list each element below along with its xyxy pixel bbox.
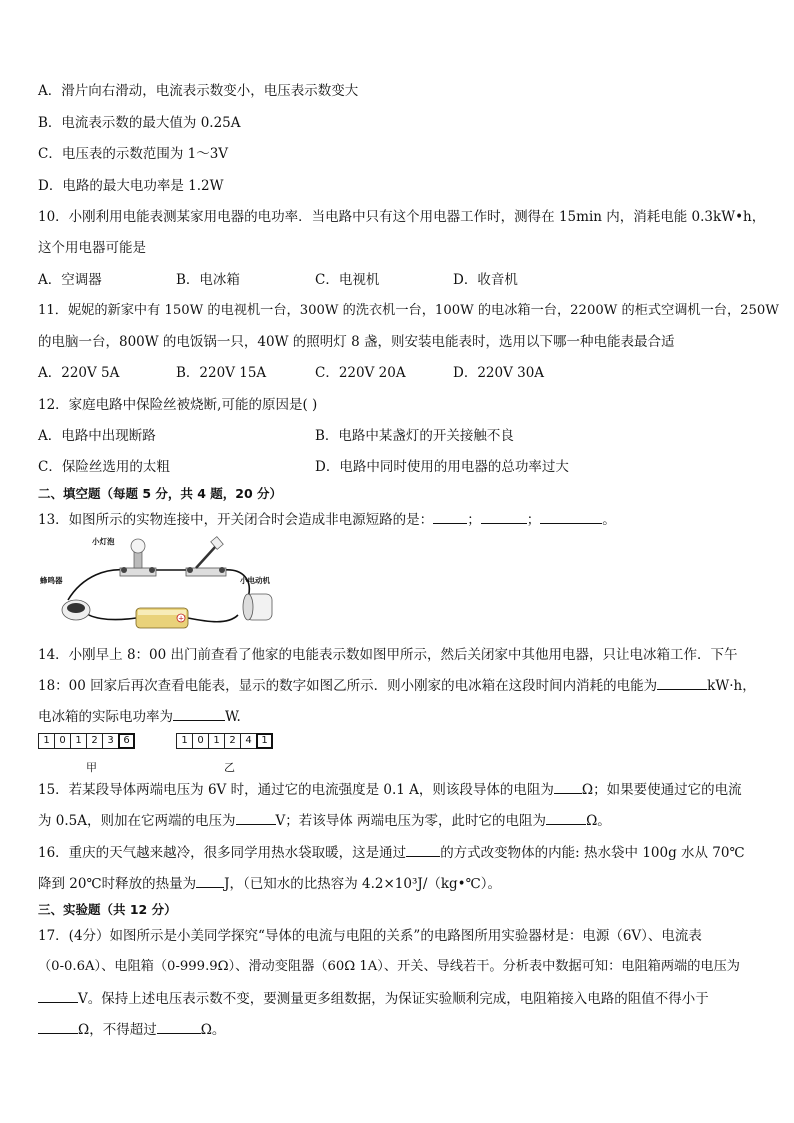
q10-option-d: D．收音机: [453, 272, 518, 288]
q17-stem-line2: （0-0.6A）、电阻箱（0-999.9Ω）、滑动变阻器（60Ω 1A）、开关、导线若干。分析表中数据可知：电阻箱两端的电压为: [38, 959, 740, 974]
buzzer-icon: [62, 600, 90, 620]
q9-option-a: A．滑片向右滑动，电流表示数变小，电压表示数变大: [38, 83, 359, 99]
q10-option-b: B．电冰箱: [176, 272, 240, 288]
q10-stem-line1: 10．小刚利用电能表测某家用电器的电功率．当电路中只有这个用电器工作时，测得在 15min 内，消耗电能 0.3kW•h，: [38, 209, 766, 225]
q16-text-2: 的方式改变物体的内能: 热水袋中 100g 水从 70℃: [440, 845, 745, 861]
wire: [83, 610, 136, 620]
q17-text-4: Ω，不得超过: [78, 1022, 157, 1038]
q15-text-2: Ω；如果要使通过它的电流: [581, 782, 742, 798]
meter-digit: 1: [70, 733, 86, 749]
q17-blank-max[interactable]: [157, 1021, 201, 1034]
q17-stem-line3: [38, 990, 709, 1008]
q17-stem-line4: [38, 1021, 225, 1039]
energy-meter-jia: [38, 733, 135, 749]
q16-stem-line2: [38, 875, 501, 893]
light-bulb-icon: [120, 539, 156, 576]
q13-label-motor: 小电动机: [240, 576, 270, 585]
energy-meter-yi: [176, 733, 273, 749]
q15-blank-resistance[interactable]: [554, 781, 582, 794]
q10-option-c: C．电视机: [315, 272, 380, 288]
wire: [188, 615, 238, 622]
q11-option-a: A．220V 5A: [38, 365, 120, 381]
section-heading-fill-blank: 二、填空题（每题 5 分，共 4 题，20 分）: [38, 486, 283, 501]
q13-blank-2[interactable]: [481, 511, 527, 524]
q13-stem-text: 13．如图所示的实物连接中，开关闭合时会造成非电源短路的是：: [38, 512, 434, 528]
wire: [68, 570, 126, 600]
q17-blank-min[interactable]: [38, 1021, 78, 1034]
q17-text-3: V。保持上述电压表示数不变，要测量更多组数据，为保证实验顺利完成，电阻箱接入电路的阻值不得小于: [78, 991, 709, 1007]
q12-option-a: A．电路中出现断路: [38, 428, 156, 444]
q11-option-b: B．220V 15A: [176, 365, 267, 381]
meter-label-jia: 甲: [86, 761, 97, 774]
q12-option-c: C．保险丝选用的太粗: [38, 459, 170, 475]
q13-sep-2: ；: [526, 512, 541, 528]
q16-text-3: 降到 20℃时释放的热量为: [38, 876, 197, 892]
q16-blank-heat[interactable]: [196, 875, 224, 888]
meter-digit: 0: [54, 733, 70, 749]
q9-option-d: D．电路的最大电功率是 1.2W: [38, 178, 224, 194]
q16-text-1: 16．重庆的天气越来越冷，很多同学用热水袋取暖，这是通过: [38, 845, 407, 861]
q13-blank-3[interactable]: [540, 511, 602, 524]
q15-blank-resistance-zero[interactable]: [546, 812, 586, 825]
q15-blank-voltage[interactable]: [236, 812, 276, 825]
q14-stem-line1: 14．小刚早上 8：00 出门前查看了他家的电能表示数如图甲所示，然后关闭家中其他用电器，只让电冰箱工作．下午: [38, 647, 738, 663]
meter-label-yi: 乙: [224, 761, 235, 774]
q15-stem-line2: [38, 812, 611, 830]
section-heading-experiment: 三、实验题（共 12 分）: [38, 902, 177, 917]
meter-digit: 4: [240, 733, 256, 749]
q10-stem-line2: 这个用电器可能是: [38, 240, 146, 256]
q14-stem-line2: [38, 677, 756, 695]
q14-stem-line3: [38, 708, 241, 726]
meter-digit: 2: [86, 733, 102, 749]
meter-digit: 3: [102, 733, 118, 749]
q16-stem-line1: [38, 844, 745, 862]
q12-option-d: D．电路中同时使用的用电器的总功率过大: [315, 459, 569, 475]
q11-stem-line2: 的电脑一台，800W 的电饭锅一只，40W 的照明灯 8 盏，则安装电能表时，选用以下哪一种电能表最合适: [38, 334, 675, 350]
q9-option-c: C．电压表的示数范围为 1～3V: [38, 146, 229, 162]
q15-text-3: 为 0.5A，则加在它两端的电压为: [38, 813, 236, 829]
meter-digit: 1: [176, 733, 192, 749]
q15-text-1: 15．若某段导体两端电压为 6V 时，通过它的电流强度是 0.1 A，则该段导体的电阻为: [38, 782, 554, 798]
q14-line2-text: 18：00 回家后再次查看电能表，显示的数字如图乙所示．则小刚家的电冰箱在这段时间内消耗的电能为: [38, 678, 658, 694]
q13-stem: [38, 511, 616, 529]
q13-label-buzzer: 蜂鸣器: [40, 576, 63, 585]
meter-digit: 1: [38, 733, 54, 749]
q14-blank-power[interactable]: [173, 708, 225, 721]
switch-icon: [186, 537, 226, 576]
q16-blank-method[interactable]: [406, 844, 440, 857]
q14-unit-kwh: kW·h，: [707, 678, 756, 694]
q12-stem: 12．家庭电路中保险丝被烧断,可能的原因是( ): [38, 397, 318, 413]
q9-option-b: B．电流表示数的最大值为 0.25A: [38, 115, 241, 131]
q13-label-bulb: 小灯泡: [92, 537, 115, 546]
q13-sep-1: ；: [467, 512, 481, 528]
q17-blank-voltage[interactable]: [38, 990, 78, 1003]
meter-digit: 1: [208, 733, 224, 749]
q14-unit-w: W.: [225, 709, 241, 725]
q13-blank-1[interactable]: [433, 511, 467, 524]
q12-option-b: B．电路中某盏灯的开关接触不良: [315, 428, 514, 444]
q14-line3-text: 电冰箱的实际电功率为: [38, 709, 173, 725]
motor-icon: [243, 594, 272, 620]
meter-digit-decimal: 6: [118, 733, 135, 749]
q17-stem-line1: 17．(4分）如图所示是小美同学探究“导体的电流与电阻的关系”的电路图所用实验器材是：电源（6V）、电流表: [38, 928, 702, 944]
q15-text-4: V；若该导体 两端电压为零，此时它的电阻为: [275, 813, 547, 829]
q15-stem-line1: [38, 781, 742, 799]
battery-icon: [136, 608, 188, 628]
q16-text-4: J，（已知水的比热容为 4.2×10³J/（kg•℃）。: [224, 876, 501, 892]
q17-text-5: Ω。: [200, 1022, 226, 1038]
q10-option-a: A．空调器: [38, 272, 102, 288]
q15-text-5: Ω。: [586, 813, 611, 829]
svg-text:+: +: [178, 614, 184, 623]
q11-option-d: D．220V 30A: [453, 365, 545, 381]
q11-option-c: C．220V 20A: [315, 365, 406, 381]
q13-end: 。: [602, 512, 616, 528]
q11-stem-line1: 11．妮妮的新家中有 150W 的电视机一台，300W 的洗衣机一台，100W 的电冰箱一台，2200W 的柜式空调机一台，250W: [38, 303, 779, 318]
q14-blank-energy[interactable]: [657, 677, 707, 690]
meter-digit-decimal: 1: [256, 733, 273, 749]
meter-digit: 2: [224, 733, 240, 749]
meter-digit: 0: [192, 733, 208, 749]
